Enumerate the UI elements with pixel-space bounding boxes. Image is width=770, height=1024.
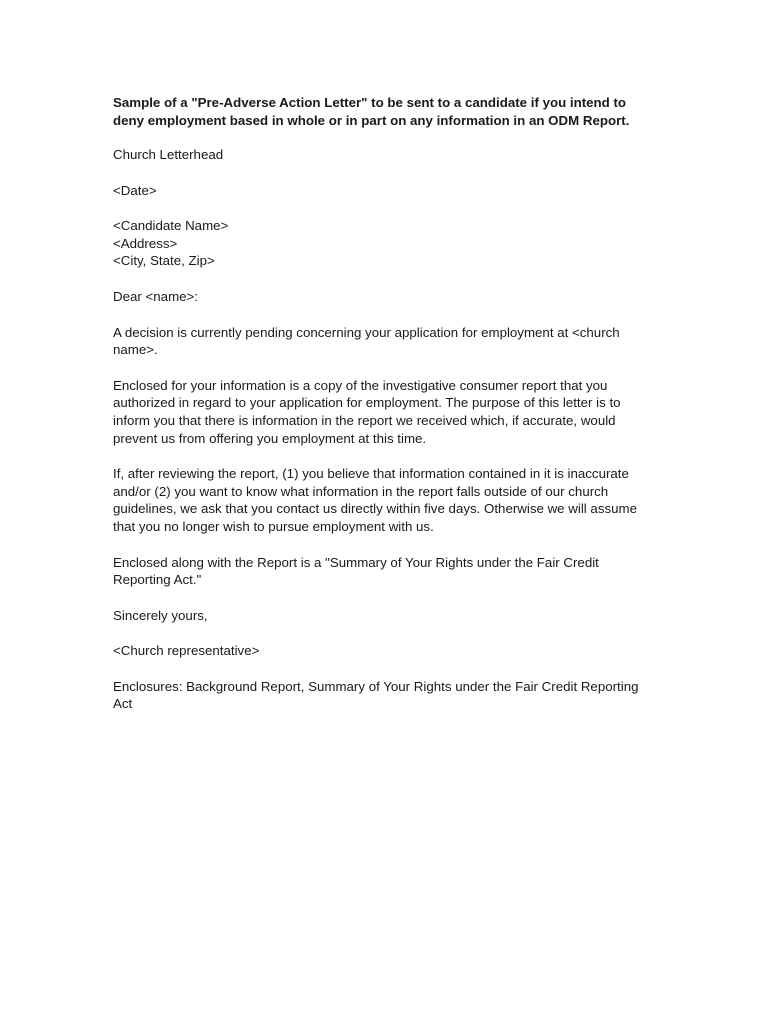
paragraph-decision-pending bbox=[113, 324, 643, 359]
paragraph-line: Enclosed along with the Report is a "Summary of Your Rights under the Fair Credit bbox=[113, 554, 599, 570]
address-line: <Candidate Name> bbox=[113, 218, 229, 234]
paragraph-dispute-instructions bbox=[113, 465, 643, 535]
paragraph-line: guidelines, we ask that you contact us directly within five days. Otherwise we will assume bbox=[113, 501, 637, 517]
address-line: <Address> bbox=[113, 235, 178, 251]
letterhead-text: Church Letterhead bbox=[113, 147, 224, 162]
paragraph-line: name>. bbox=[113, 342, 158, 358]
paragraph-report-enclosed bbox=[113, 377, 643, 447]
paragraph-line: that you no longer wish to pursue employment with us. bbox=[113, 518, 434, 534]
title-line: deny employment based in whole or in part on any information in an ODM Report. bbox=[113, 112, 630, 128]
paragraph-line: and/or (2) you want to know what information in the report falls outside of our church bbox=[113, 483, 609, 499]
recipient-address bbox=[113, 217, 643, 270]
paragraph-line: Enclosed for your information is a copy of the investigative consumer report that you bbox=[113, 377, 608, 393]
document-title bbox=[113, 94, 643, 129]
paragraph-line: Reporting Act." bbox=[113, 572, 202, 588]
closing bbox=[113, 607, 643, 625]
paragraph-line: If, after reviewing the report, (1) you believe that information contained in it is inaccurate bbox=[113, 466, 629, 482]
enclosures-line: Enclosures: Background Report, Summary of Your Rights under the Fair Credit Reporting bbox=[113, 678, 639, 694]
paragraph-line: prevent us from offering you employment at this time. bbox=[113, 430, 427, 446]
enclosures-line: Act bbox=[113, 696, 133, 712]
date-placeholder bbox=[113, 182, 643, 200]
paragraph-line: A decision is currently pending concerning your application for employment at <church bbox=[113, 324, 620, 340]
enclosures bbox=[113, 678, 643, 713]
paragraph-line: inform you that there is information in the report we received which, if accurate, would bbox=[113, 412, 616, 428]
closing-text: Sincerely yours, bbox=[113, 607, 208, 623]
signature bbox=[113, 642, 643, 660]
salutation-text: Dear <name>: bbox=[113, 288, 199, 304]
title-line: Sample of a "Pre-Adverse Action Letter" to be sent to a candidate if you intend to bbox=[113, 95, 627, 110]
paragraph-line: authorized in regard to your application for employment. The purpose of this letter is to bbox=[113, 395, 621, 411]
signature-text: <Church representative> bbox=[113, 643, 260, 659]
date-text: <Date> bbox=[113, 182, 157, 198]
letterhead bbox=[113, 146, 643, 164]
letter-page bbox=[113, 94, 643, 731]
address-line: <City, State, Zip> bbox=[113, 253, 215, 269]
salutation bbox=[113, 288, 643, 306]
paragraph-rights-summary bbox=[113, 554, 643, 589]
